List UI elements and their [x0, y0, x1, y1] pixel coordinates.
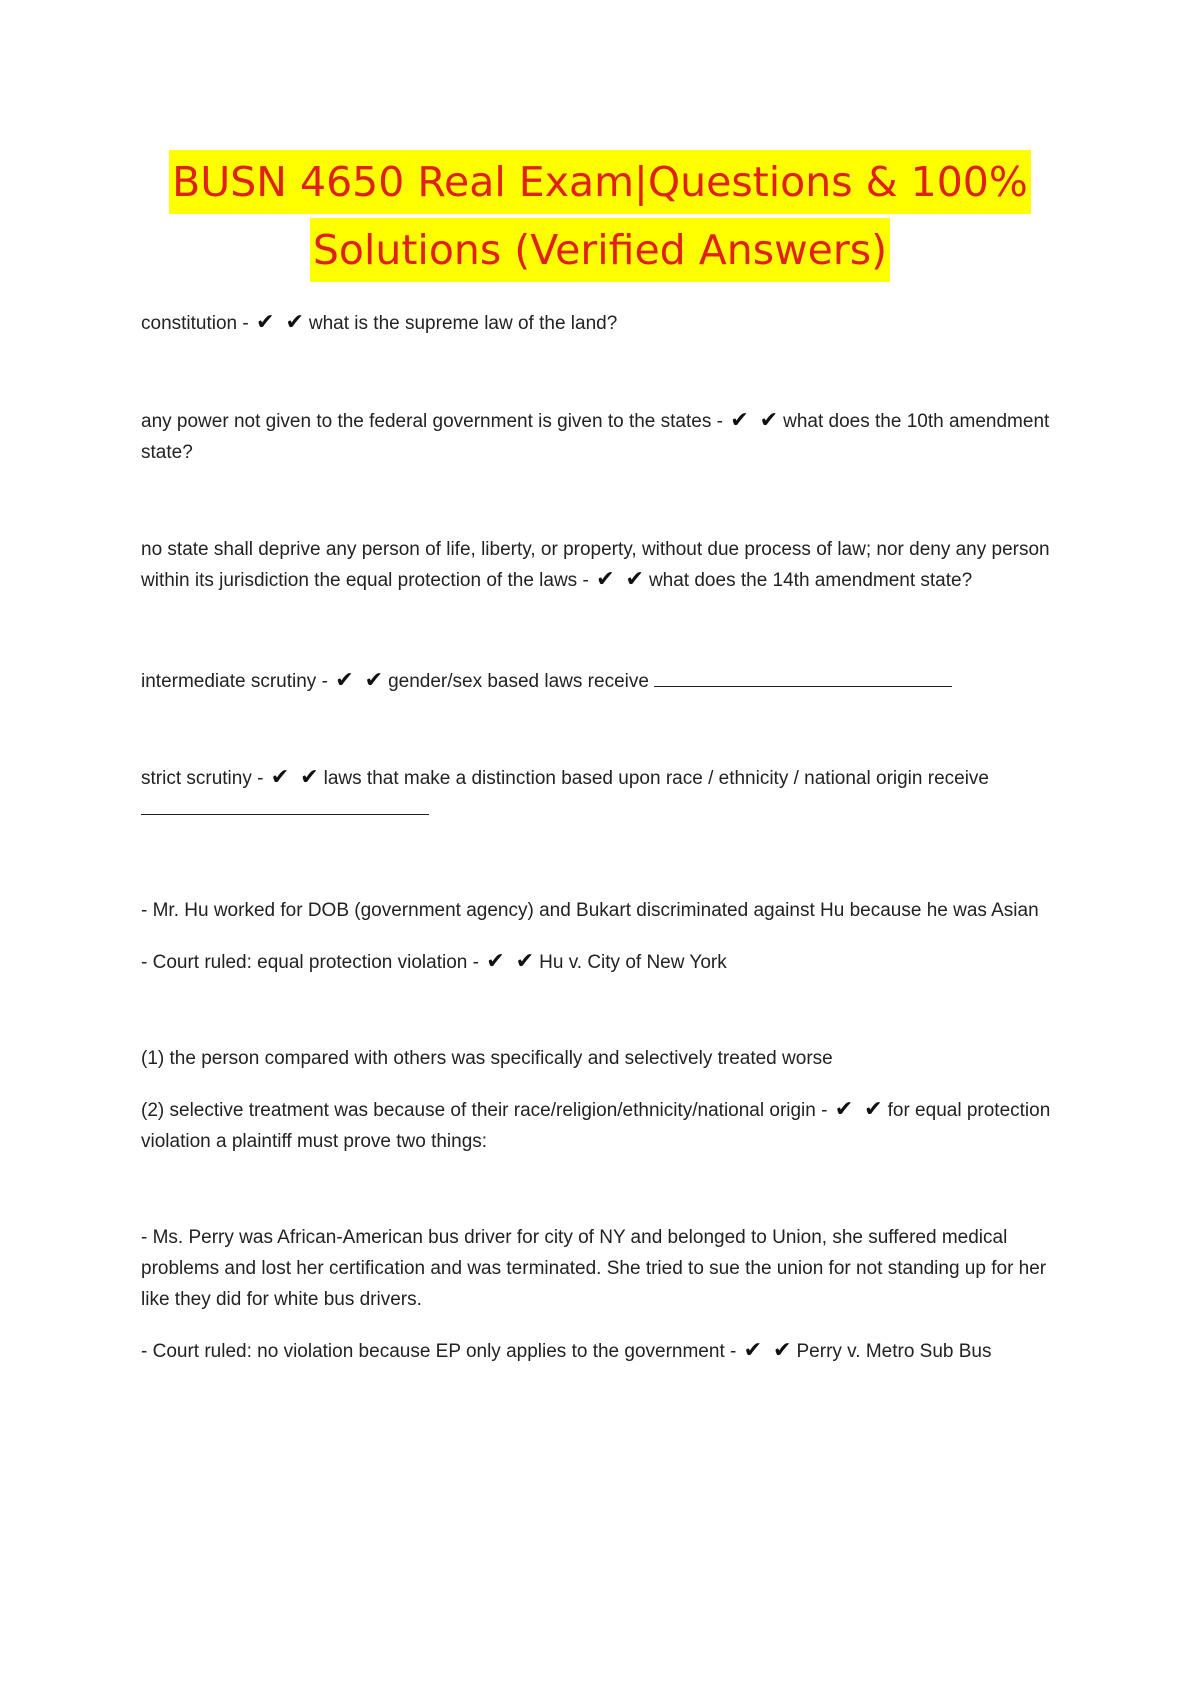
answer-blank: [141, 796, 429, 815]
separator: -: [711, 411, 729, 432]
answer-blank: [654, 668, 952, 687]
answer-line-2: - Court ruled: no violation because EP only applies to the government: [141, 1341, 725, 1362]
answer-text: any power not given to the federal government is given to the states: [141, 411, 712, 432]
separator: -: [724, 1341, 742, 1362]
answer-text: strict scrutiny: [141, 768, 252, 789]
question-text: what is the supreme law of the land?: [308, 313, 618, 334]
title-line-1: BUSN 4650 Real Exam|Questions & 100%: [169, 150, 1031, 214]
separator: -: [815, 1100, 833, 1121]
question-text: for equal protection violation a plaintiff must prove two things:: [141, 1100, 1051, 1152]
qa-entry: [141, 1043, 1061, 1157]
qa-entry: [141, 308, 1061, 339]
title-line-2: Solutions (Verified Answers): [310, 218, 890, 282]
double-check-icon: ✔ ✔: [270, 765, 321, 790]
qa-entry: [141, 534, 1061, 596]
answer-text: intermediate scrutiny: [141, 671, 317, 692]
answer-line-1: - Ms. Perry was African-American bus driver for city of NY and belonged to Union, she suffered medical problems and lost her certification and was terminated. She tried to sue the union for not standing up for her like they did for white bus drivers.: [141, 1227, 1047, 1310]
question-text: what does the 10th amendment state?: [141, 411, 1050, 463]
separator: -: [316, 671, 334, 692]
double-check-icon: ✔ ✔: [730, 408, 781, 433]
double-check-icon: ✔ ✔: [743, 1338, 794, 1363]
qa-entry: [141, 763, 1061, 825]
double-check-icon: ✔ ✔: [335, 668, 386, 693]
qa-entry: [141, 666, 1061, 697]
answer-line-1: (1) the person compared with others was specifically and selectively treated worse: [141, 1048, 833, 1069]
separator: -: [251, 768, 269, 789]
answer-line-1: - Mr. Hu worked for DOB (government agency) and Bukart discriminated against Hu because he was Asian: [141, 900, 1039, 921]
document-title: [0, 150, 1200, 282]
qa-entry: [141, 1222, 1061, 1367]
answer-text: constitution: [141, 313, 238, 334]
answer-line-2: - Court ruled: equal protection violation: [141, 952, 468, 973]
separator: -: [237, 313, 255, 334]
question-text: laws that make a distinction based upon race / ethnicity / national origin receive: [323, 768, 989, 789]
separator: -: [467, 952, 485, 973]
double-check-icon: ✔ ✔: [834, 1097, 885, 1122]
question-text: what does the 14th amendment state?: [648, 570, 973, 591]
answer-text: no state shall deprive any person of life, liberty, or property, without due process of law; nor deny any person within its jurisdiction the equal protection of the laws: [141, 539, 1050, 591]
separator: -: [577, 570, 595, 591]
double-check-icon: ✔ ✔: [596, 567, 646, 592]
question-text: Hu v. City of New York: [539, 952, 727, 973]
question-text: gender/sex based laws receive: [388, 671, 649, 692]
question-text: Perry v. Metro Sub Bus: [796, 1341, 992, 1362]
qa-entry: [141, 895, 1061, 978]
qa-entry: [141, 406, 1061, 468]
double-check-icon: ✔ ✔: [256, 310, 306, 335]
qa-list: [141, 308, 1061, 1367]
double-check-icon: ✔ ✔: [486, 949, 537, 974]
answer-line-2: (2) selective treatment was because of their race/religion/ethnicity/national origin: [141, 1100, 816, 1121]
